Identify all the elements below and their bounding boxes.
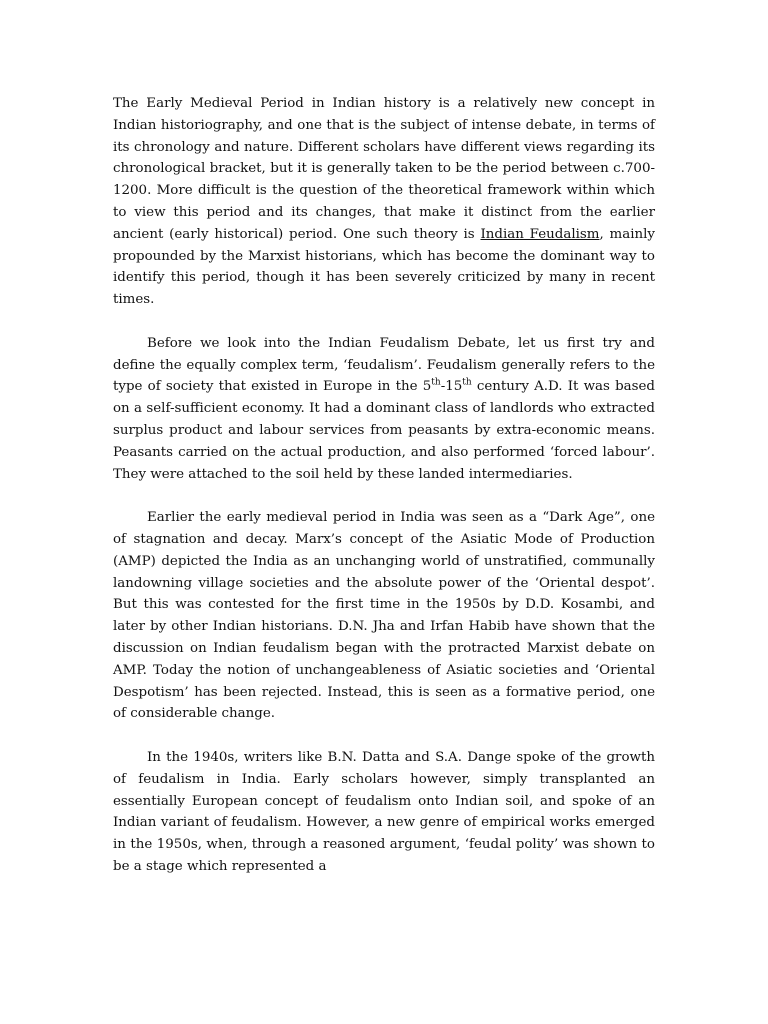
- paragraph-1: [113, 93, 655, 311]
- paragraph-4: In the 1940s, writers like B.N. Datta and S.A. Dange spoke of the growth of feudalism in India. Early scholars however, simply transplanted an essentially European concept of feudalism onto Indian soil, and spoke of an Indian variant of feudalism. However, a new genre of empirical works emerged in the 1950s, when, through a reasoned argument, ‘feudal polity’ was shown to be a stage which represented a: [113, 749, 655, 874]
- paragraph-1-text-start: The Early Medieval Period in Indian history is a relatively new concept in Indian historiography, and one that is the subject of intense debate, in terms of its chronology and nature. Different scholars have different views regarding its chronological bracket, but it is generally taken to be the period between c.700-1200. More difficult is the question of the theoretical framework within which to view this period and its changes, that make it distinct from the earlier ancient (early historical) period. One such theory is: [113, 96, 655, 242]
- superscript-th-2: th: [462, 377, 472, 388]
- paragraph-2: [113, 333, 655, 486]
- paragraph-2-text-b: -15: [440, 379, 463, 395]
- paragraph-1-text-end: , mainly propounded by the Marxist historians, which has become the dominant way to identify this period, though it has been severely criticized by many in recent times.: [113, 226, 655, 308]
- document-page: [113, 93, 655, 899]
- paragraph-3: Earlier the early medieval period in India was seen as a “Dark Age”, one of stagnation and decay. Marx’s concept of the Asiatic Mode of Production (AMP) depicted the India as an unchanging world of unstratified, communally landowning village societies and the absolute power of the ‘Oriental despot’. But this was contested for the first time in the 1950s by D.D. Kosambi, and later by other Indian historians. D.N. Jha and Irfan Habib have shown that the discussion on Indian feudalism began with the protracted Marxist debate on AMP. Today the notion of unchangeableness of Asiatic societies and ‘Oriental Despotism’ has been rejected. Instead, this is seen as a formative period, one of considerable change.: [113, 510, 655, 722]
- paragraph-2-text-c: century A.D. It was based on a self-sufficient economy. It had a dominant class of landlords who extracted surplus product and labour services from peasants by extra-economic means. Peasants carried on the actual production, and also performed ‘forced labour’. They were attached to the soil held by these landed intermediaries.: [113, 379, 656, 482]
- indian-feudalism-link[interactable]: Indian Feudalism: [480, 226, 600, 242]
- superscript-th-1: th: [431, 377, 441, 388]
- paragraph-2-text-a: Before we look into the Indian Feudalism Debate, let us first try and define the equally complex term, ‘feudalism’. Feudalism generally refers to the type of society that existed in Europe in the 5: [113, 335, 655, 395]
